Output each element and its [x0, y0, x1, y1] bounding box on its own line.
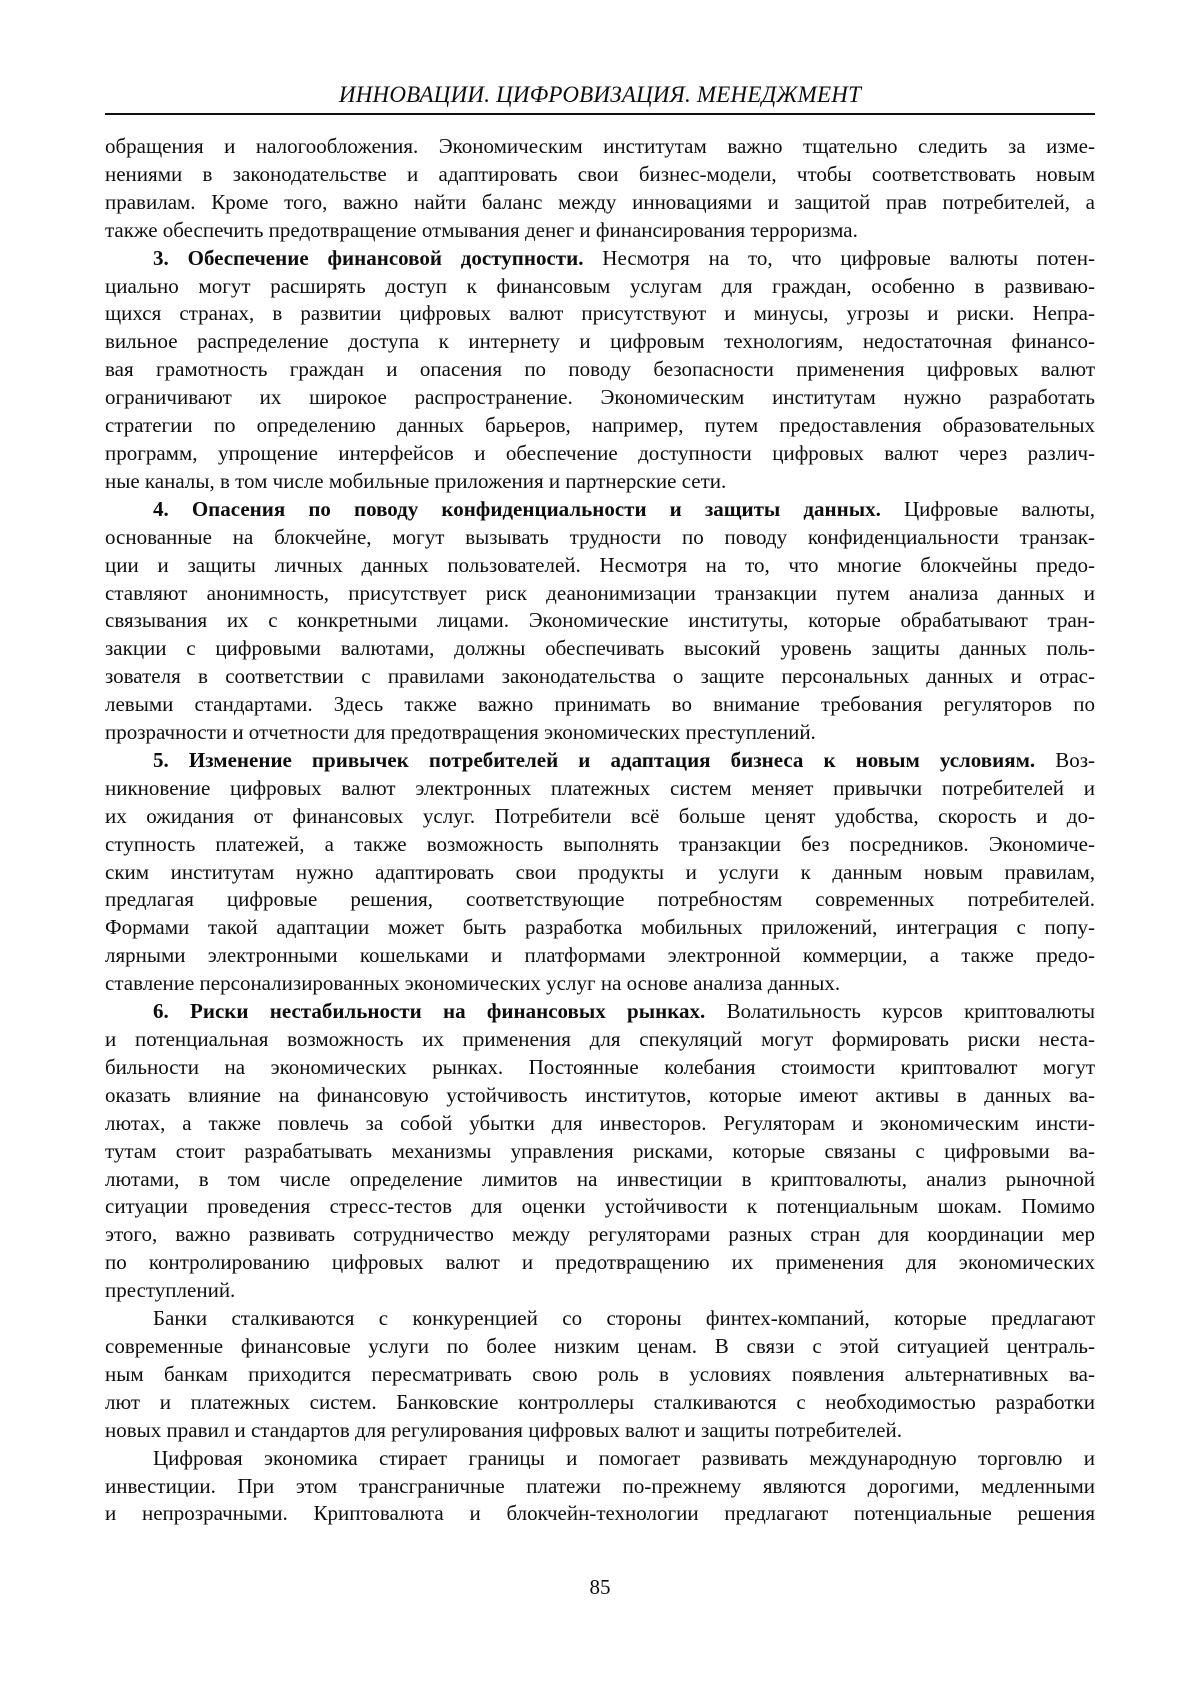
- text-line: 6. Риски нестабильности на финансовых рынках. Волатильность курсов криптовалюты: [153, 999, 1096, 1024]
- paragraph: [105, 1445, 1095, 1529]
- text-block: [105, 133, 1095, 1528]
- text-line: основанные на блокчейне, могут вызывать трудности по поводу конфиденциальности транзак-: [105, 524, 1095, 549]
- text-line: прозрачности и отчетности для предотвращения экономических преступлений.: [105, 720, 816, 745]
- text-line: никновение цифровых валют электронных платежных систем меняет привычки потребителей и: [105, 775, 1095, 800]
- text-line: ции и защиты личных данных пользователей. Несмотря на то, что многие блокчейны предо-: [105, 552, 1095, 577]
- text-line: Банки сталкиваются с конкуренцией со стороны финтех-компаний, которые предлагают: [153, 1306, 1095, 1331]
- section-heading: 3. Обеспечение финансовой доступности.: [153, 245, 584, 270]
- page-number: 85: [589, 1575, 611, 1600]
- text-line: вильное распределение доступа к интернету и цифровым технологиям, недостаточная финансо-: [105, 329, 1095, 354]
- text-line: также обеспечить предотвращение отмывания денег и финансирования терроризма.: [105, 217, 858, 242]
- section-heading: 4. Опасения по поводу конфиденциальности и защиты данных.: [153, 496, 881, 521]
- text-line: обращения и налогообложения. Экономическим институтам важно тщательно следить за изме-: [105, 134, 1095, 158]
- running-head-title: ИННОВАЦИИ. ЦИФРОВИЗАЦИЯ. МЕНЕДЖМЕНТ: [338, 82, 862, 107]
- section-heading: 6. Риски нестабильности на финансовых рынках.: [153, 999, 706, 1024]
- text-line: ступность платежей, а также возможность выполнять транзакции без посредников. Экономиче-: [105, 831, 1095, 856]
- text-line: лютами, в том числе определение лимитов на инвестиции в криптовалюты, анализ рыночной: [105, 1166, 1095, 1191]
- text-line: программ, упрощение интерфейсов и обеспечение доступности цифровых валют через различ-: [105, 440, 1095, 465]
- text-line: тутам стоит разрабатывать механизмы управления рисками, которые связаны с цифровыми ва-: [105, 1138, 1095, 1163]
- text-line: Цифровая экономика стирает границы и помогает развивать международную торговлю и: [153, 1445, 1095, 1470]
- text-line: 4. Опасения по поводу конфиденциальности и защиты данных. Цифровые валюты,: [153, 496, 1095, 521]
- paragraph: [105, 245, 1095, 496]
- text-line: предлагая цифровые решения, соответствующие потребностям современных потребителей.: [105, 887, 1095, 912]
- text-line: 3. Обеспечение финансовой доступности. Несмотря на то, что цифровые валюты потен-: [153, 245, 1095, 270]
- text-line: закции с цифровыми валютами, должны обеспечивать высокий уровень защиты данных поль-: [105, 636, 1095, 661]
- text-line: лют и платежных систем. Банковские контроллеры сталкиваются с необходимостью разработки: [105, 1389, 1095, 1414]
- text-line: щихся странах, в развитии цифровых валют присутствуют и минусы, угрозы и риски. Непра-: [105, 301, 1095, 326]
- text-line: 5. Изменение привычек потребителей и адаптация бизнеса к новым условиям. Воз-: [153, 747, 1096, 772]
- text-line: нениями в законодательстве и адаптировать свои бизнес-модели, чтобы соответствовать новым: [105, 161, 1095, 186]
- paragraph: [105, 1305, 1095, 1445]
- text-line: новых правил и стандартов для регулирования цифровых валют и защиты потребителей.: [105, 1417, 902, 1442]
- text-line: циально могут расширять доступ к финансовым услугам для граждан, особенно в развиваю-: [105, 273, 1095, 298]
- text-line: вая грамотность граждан и опасения по поводу безопасности применения цифровых валют: [105, 357, 1095, 382]
- paragraph: [105, 747, 1095, 998]
- running-head-rule: [105, 113, 1095, 115]
- text-line: ским институтам нужно адаптировать свои продукты и услуги к данным новым правилам,: [105, 859, 1095, 884]
- text-line: их ожидания от финансовых услуг. Потребители всё больше ценят удобства, скорость и до-: [105, 803, 1095, 828]
- text-line: правилам. Кроме того, важно найти баланс между инновациями и защитой прав потребителей, а: [105, 189, 1095, 214]
- text-line: зователя в соответствии с правилами законодательства о защите персональных данных и отрас-: [105, 664, 1095, 689]
- section-heading: 5. Изменение привычек потребителей и адаптация бизнеса к новым условиям.: [153, 747, 1036, 772]
- running-head: [105, 0, 1095, 115]
- text-line: бильности на экономических рынках. Постоянные колебания стоимости криптовалют могут: [105, 1054, 1095, 1079]
- text-line: ставление персонализированных экономических услуг на основе анализа данных.: [105, 971, 841, 996]
- text-line: ным банкам приходится пересматривать свою роль в условиях появления альтернативных ва-: [105, 1361, 1095, 1386]
- text-line: этого, важно развивать сотрудничество между регуляторами разных стран для координации мер: [105, 1222, 1095, 1247]
- text-line: левыми стандартами. Здесь также важно принимать во внимание требования регуляторов по: [105, 692, 1095, 717]
- text-line: ситуации проведения стресс-тестов для оценки устойчивости к потенциальным шокам. Помимо: [105, 1194, 1095, 1219]
- text-line: ограничивают их широкое распространение. Экономическим институтам нужно разработать: [105, 385, 1095, 410]
- paragraph: [105, 998, 1095, 1305]
- text-line: лярными электронными кошельками и платформами электронной коммерции, а также предо-: [105, 943, 1095, 968]
- text-line: ставляют анонимность, присутствует риск деанонимизации транзакции путем анализа данных и: [105, 580, 1095, 605]
- text-line: и потенциальная возможность их применения для спекуляций могут формировать риски неста-: [105, 1027, 1095, 1051]
- text-line: и непрозрачными. Криптовалюта и блокчейн-технологии предлагают потенциальные решения: [105, 1501, 1095, 1526]
- text-line: стратегии по определению данных барьеров, например, путем предоставления образовательных: [105, 413, 1095, 438]
- paragraph: [105, 133, 1095, 245]
- text-line: преступлений.: [105, 1278, 236, 1303]
- text-line: инвестиции. При этом трансграничные платежи по-прежнему являются дорогими, медленными: [105, 1473, 1095, 1498]
- text-line: оказать влияние на финансовую устойчивость институтов, которые имеют активы в данных ва-: [105, 1082, 1095, 1107]
- text-line: связывания их с конкретными лицами. Экономические институты, которые обрабатывают тран-: [105, 608, 1095, 633]
- text-line: по контролированию цифровых валют и предотвращению их применения для экономических: [105, 1250, 1095, 1275]
- text-line: лютах, а также повлечь за собой убытки для инвесторов. Регуляторам и экономическим инсти-: [105, 1110, 1095, 1135]
- paragraph: [105, 496, 1095, 747]
- text-line: Формами такой адаптации может быть разработка мобильных приложений, интеграция с попу-: [105, 915, 1095, 940]
- text-line: ные каналы, в том числе мобильные приложения и партнерские сети.: [105, 468, 727, 493]
- text-line: современные финансовые услуги по более низким ценам. В связи с этой ситуацией централь-: [105, 1333, 1095, 1358]
